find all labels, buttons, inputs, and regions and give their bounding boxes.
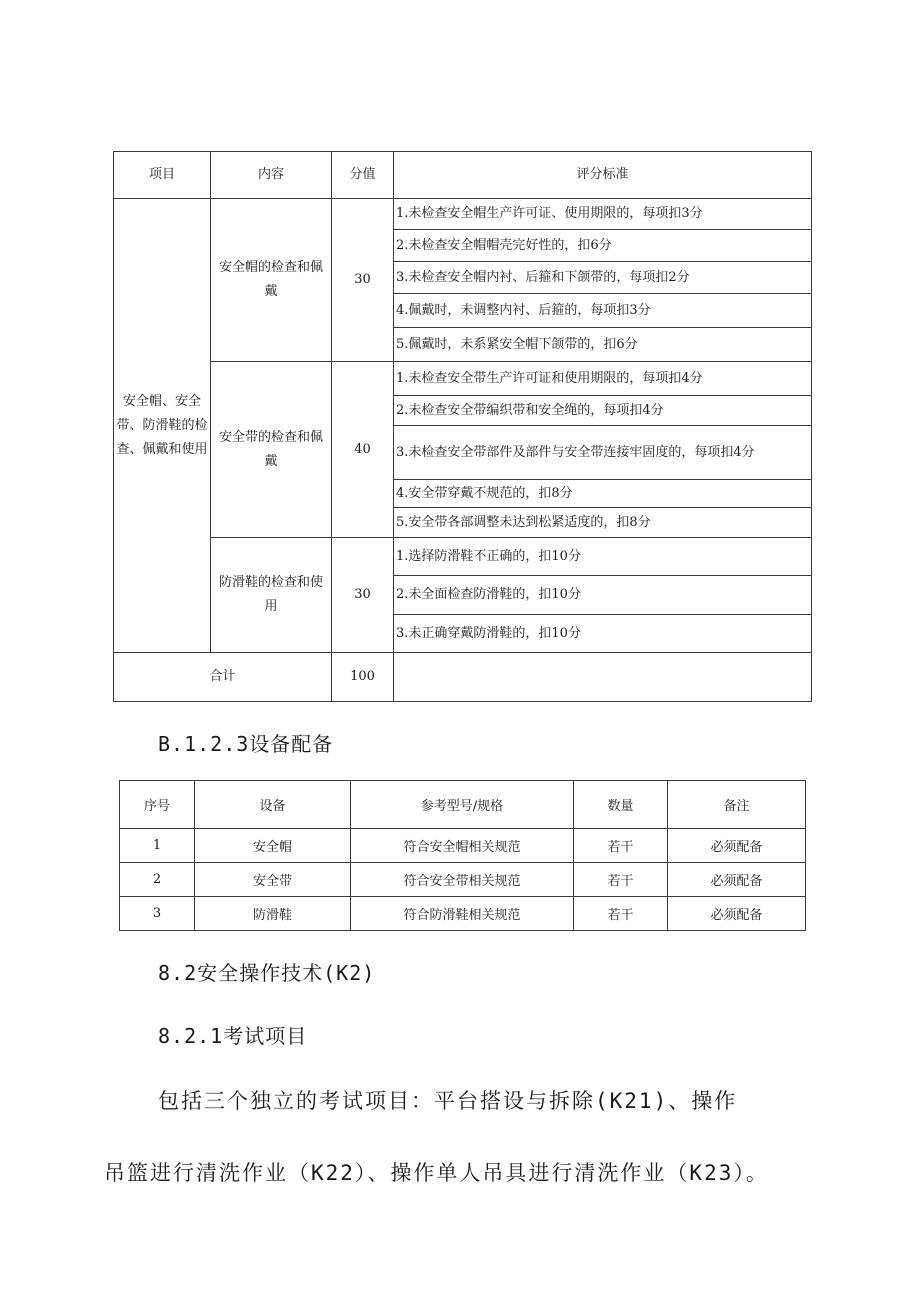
equipment-heading: B.1.2.3设备配备 (158, 732, 334, 756)
criteria-item: 3.未正确穿戴防滑鞋的，扣10分 (394, 615, 812, 653)
table-row (120, 829, 806, 863)
equip-cell: 1 (120, 829, 195, 863)
equip-cell: 3 (120, 897, 195, 931)
header-project: 项目 (114, 152, 211, 199)
criteria-item: 4.安全带穿戴不规范的，扣8分 (394, 480, 812, 508)
header-criteria: 评分标准 (394, 152, 812, 199)
criteria-item: 2.未检查安全带编织带和安全绳的，每项扣4分 (394, 396, 812, 426)
criteria-item: 1.未检查安全带生产许可证和使用期限的，每项扣4分 (394, 362, 812, 396)
equip-cell: 符合安全帽相关规范 (351, 829, 574, 863)
project-cell: 安全帽、安全带、防滑鞋的检查、佩戴和使用 (114, 199, 211, 653)
table-row (120, 897, 806, 931)
score-helmet: 30 (332, 199, 394, 362)
content-shoes: 防滑鞋的检查和使用 (211, 538, 332, 653)
paragraph-line-2: 吊篮进行清洗作业（K22）、操作单人吊具进行清洗作业（K23）。 (104, 1161, 769, 1185)
equip-cell: 符合安全带相关规范 (351, 863, 574, 897)
criteria-item: 1.未检查安全帽生产许可证、使用期限的，每项扣3分 (394, 199, 812, 230)
total-empty-cell (394, 653, 812, 702)
subsection-heading: 8.2.1考试项目 (158, 1024, 308, 1048)
equip-header-spec: 参考型号/规格 (351, 781, 574, 829)
equip-cell: 安全带 (195, 863, 351, 897)
equip-cell: 若干 (574, 829, 668, 863)
equip-cell: 必须配备 (668, 829, 806, 863)
equip-cell: 若干 (574, 897, 668, 931)
score-shoes: 30 (332, 538, 394, 653)
equip-cell: 安全帽 (195, 829, 351, 863)
content-helmet: 安全帽的检查和佩戴 (211, 199, 332, 362)
criteria-item: 5.安全带各部调整未达到松紧适度的，扣8分 (394, 508, 812, 538)
equip-header-qty: 数量 (574, 781, 668, 829)
criteria-item: 2.未检查安全帽帽壳完好性的，扣6分 (394, 230, 812, 262)
header-score: 分值 (332, 152, 394, 199)
table-row (120, 863, 806, 897)
equip-header-no: 序号 (120, 781, 195, 829)
equip-cell: 2 (120, 863, 195, 897)
equip-cell: 必须配备 (668, 863, 806, 897)
score-harness: 40 (332, 362, 394, 538)
equip-cell: 防滑鞋 (195, 897, 351, 931)
equip-cell: 若干 (574, 863, 668, 897)
total-label: 合计 (114, 653, 332, 702)
equip-header-note: 备注 (668, 781, 806, 829)
content-harness: 安全带的检查和佩戴 (211, 362, 332, 538)
criteria-item: 4.佩戴时，未调整内衬、后箍的，每项扣3分 (394, 294, 812, 328)
header-content: 内容 (211, 152, 332, 199)
criteria-item: 2.未全面检查防滑鞋的，扣10分 (394, 576, 812, 615)
total-score: 100 (332, 653, 394, 702)
criteria-item: 1.选择防滑鞋不正确的，扣10分 (394, 538, 812, 576)
scoring-table (113, 151, 812, 702)
paragraph-line-1: 包括三个独立的考试项目：平台搭设与拆除(K21)、操作 (158, 1089, 738, 1113)
equipment-table (119, 780, 806, 931)
criteria-item: 3.未检查安全带部件及部件与安全带连接牢固度的，每项扣4分 (394, 426, 812, 480)
equip-cell: 符合防滑鞋相关规范 (351, 897, 574, 931)
equip-cell: 必须配备 (668, 897, 806, 931)
section-heading: 8.2安全操作技术(K2) (158, 961, 376, 985)
criteria-item: 5.佩戴时，未系紧安全帽下颌带的，扣6分 (394, 328, 812, 362)
criteria-item: 3.未检查安全帽内衬、后箍和下颌带的，每项扣2分 (394, 262, 812, 294)
equip-header-device: 设备 (195, 781, 351, 829)
